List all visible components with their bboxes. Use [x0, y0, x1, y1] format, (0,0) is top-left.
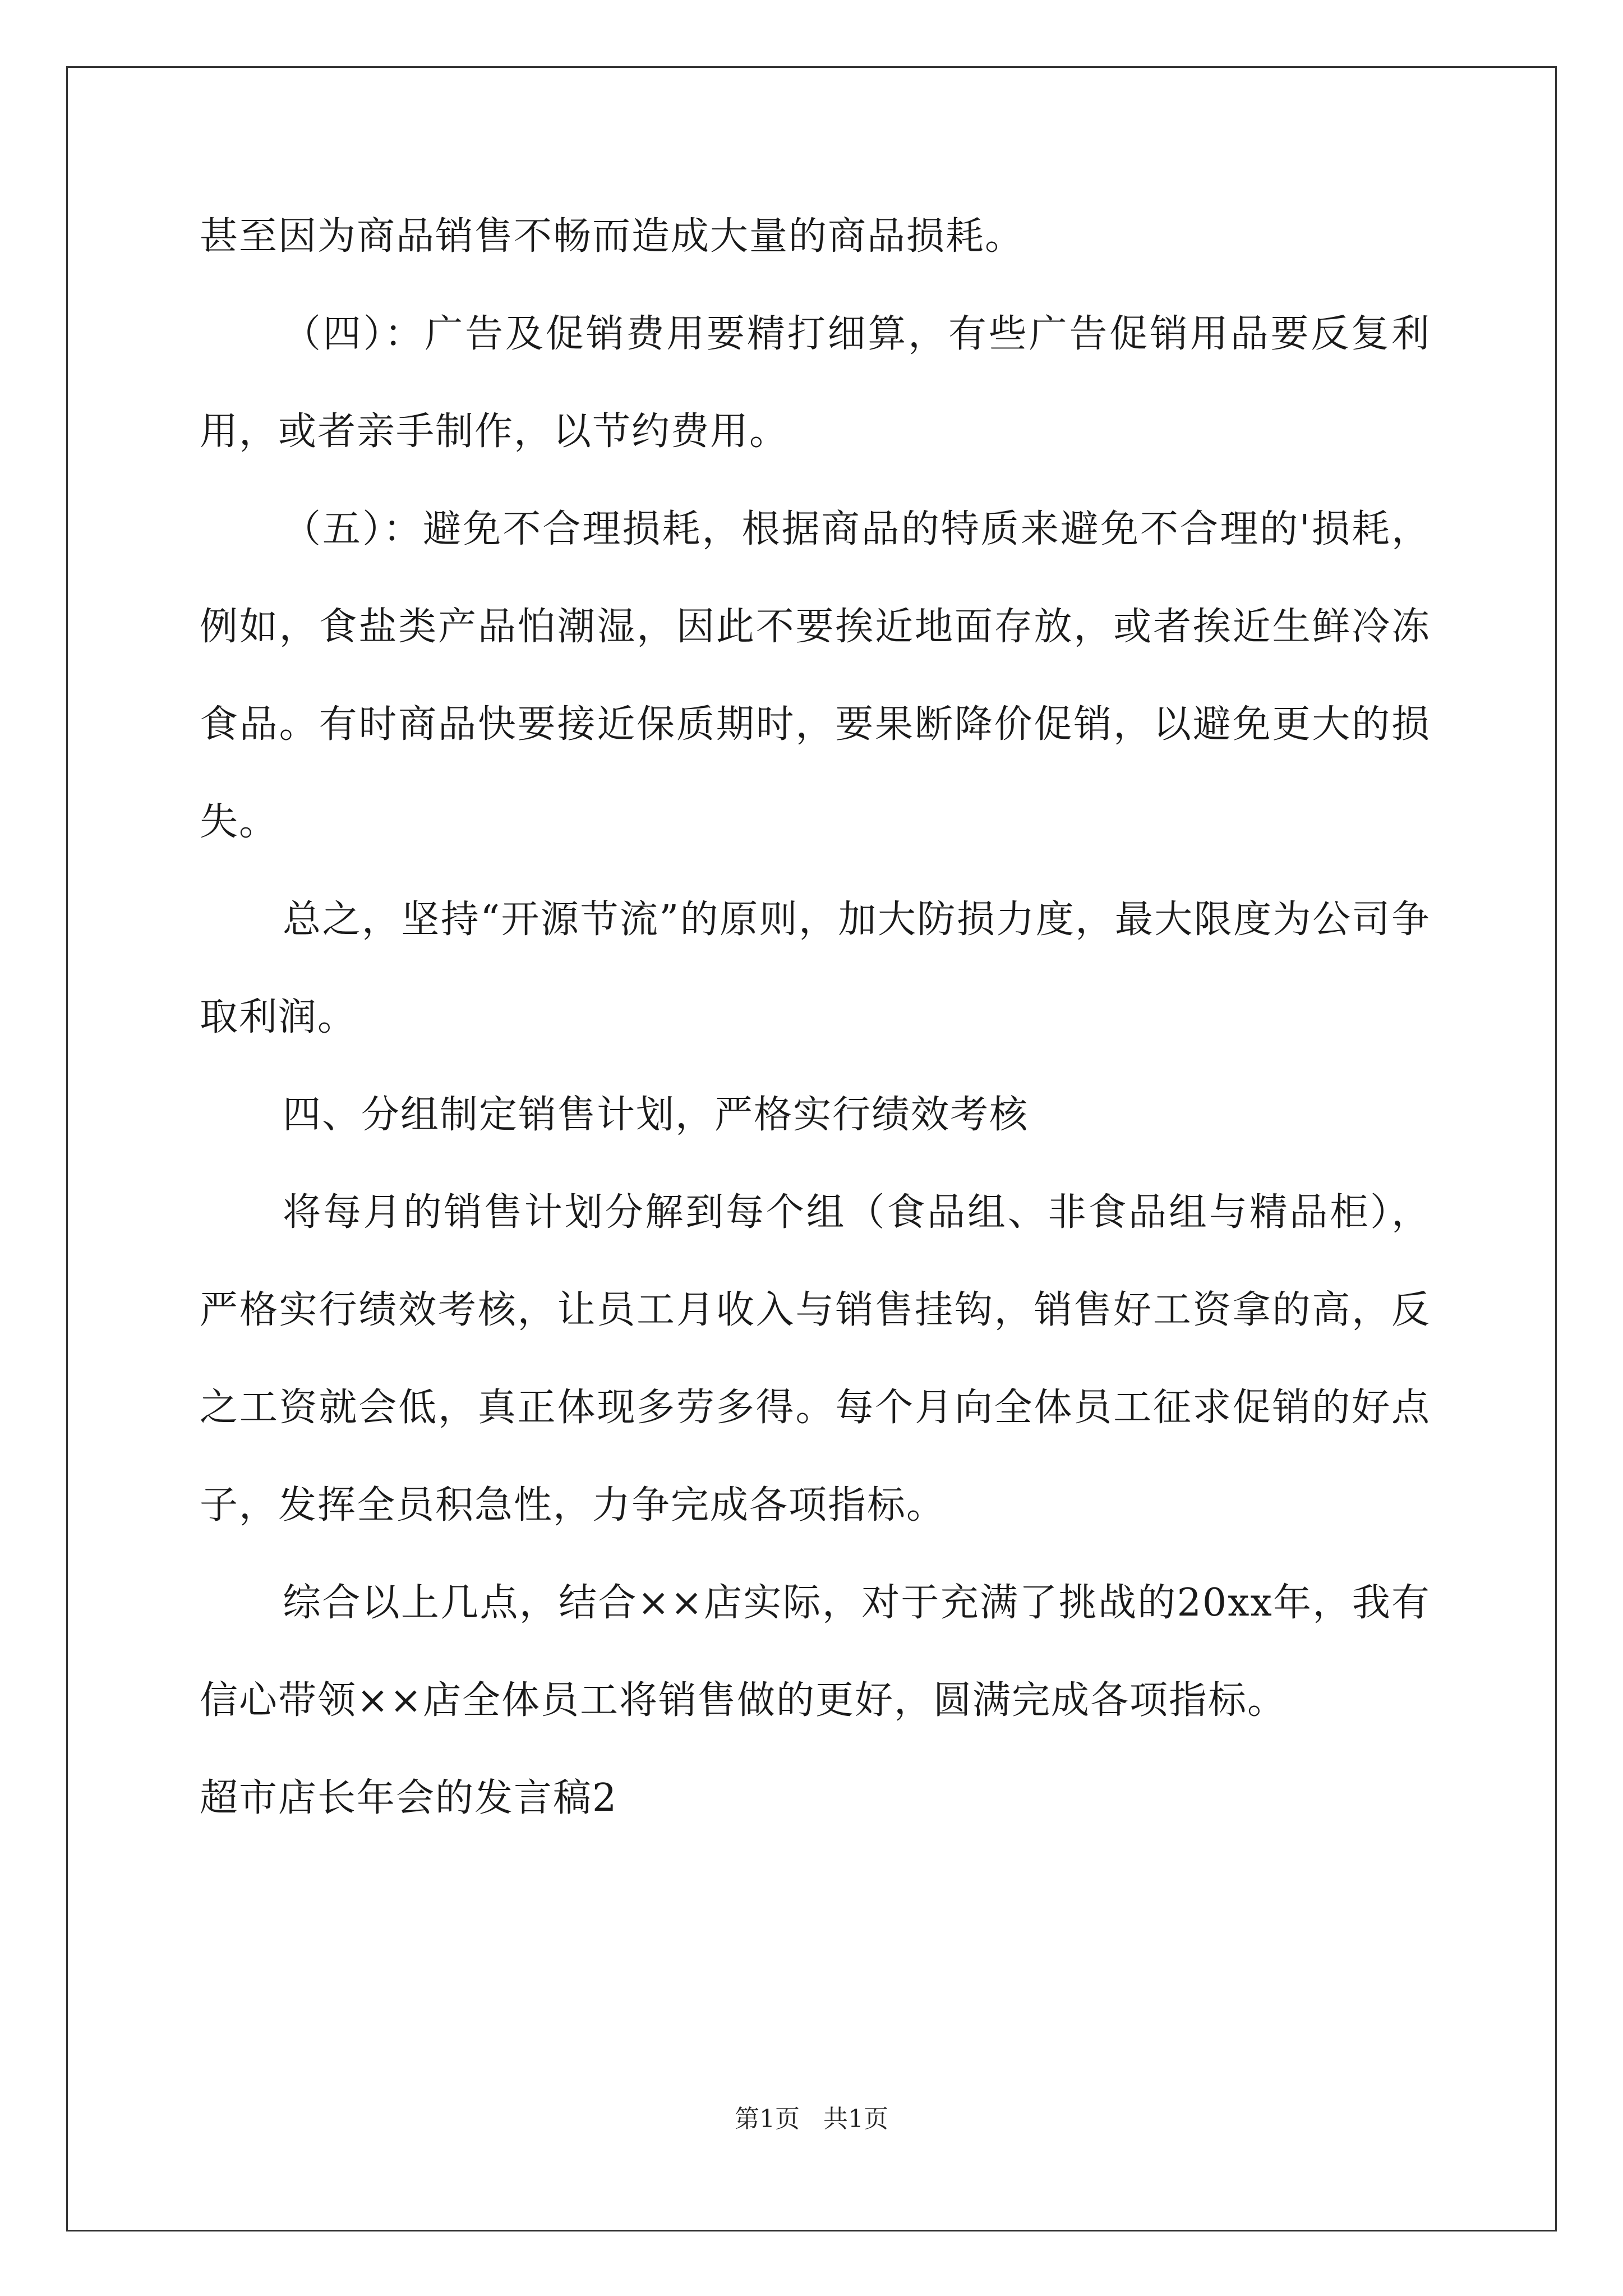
paragraph-2: （四）：广告及促销费用要精打细算，有些广告促销用品要反复利用，或者亲手制作，以节约费用。 [200, 312, 1431, 454]
page-total: 共1页 [823, 2105, 888, 2133]
section-heading-4: 四、分组制定销售计划，严格实行绩效考核 [283, 1093, 1029, 1137]
paragraph-4: 总之，坚持“开源节流”的原则，加大防损力度，最大限度为公司争取利润。 [200, 898, 1431, 1039]
document-title-2: 超市店长年会的发言稿2 [200, 1776, 618, 1820]
page-number: 第1页 [735, 2105, 800, 2133]
paragraph-7: 综合以上几点，结合××店实际，对于充满了挑战的20xx年，我有信心带领××店全体员工将销售做的更好，圆满完成各项指标。 [200, 1581, 1431, 1723]
paragraph-6: 将每月的销售计划分解到每个组（食品组、非食品组与精品柜），严格实行绩效考核，让员工月收入与销售挂钩，销售好工资拿的高，反之工资就会低，真正体现多劳多得。每个月向全体员工征求促销的好点子，发挥全员积急性，力争完成各项指标。 [200, 1190, 1431, 1527]
paragraph-3: （五）：避免不合理损耗，根据商品的特质来避免不合理的'损耗，例如，食盐类产品怕潮湿，因此不要挨近地面存放，或者挨近生鲜冷冻食品。有时商品快要接近保质期时，要果断降价促销，以避免更大的损失。 [200, 507, 1431, 844]
page-footer [0, 2102, 1623, 2136]
document-body [200, 188, 1431, 1847]
paragraph-1: 甚至因为商品销售不畅而造成大量的商品损耗。 [200, 214, 1025, 259]
